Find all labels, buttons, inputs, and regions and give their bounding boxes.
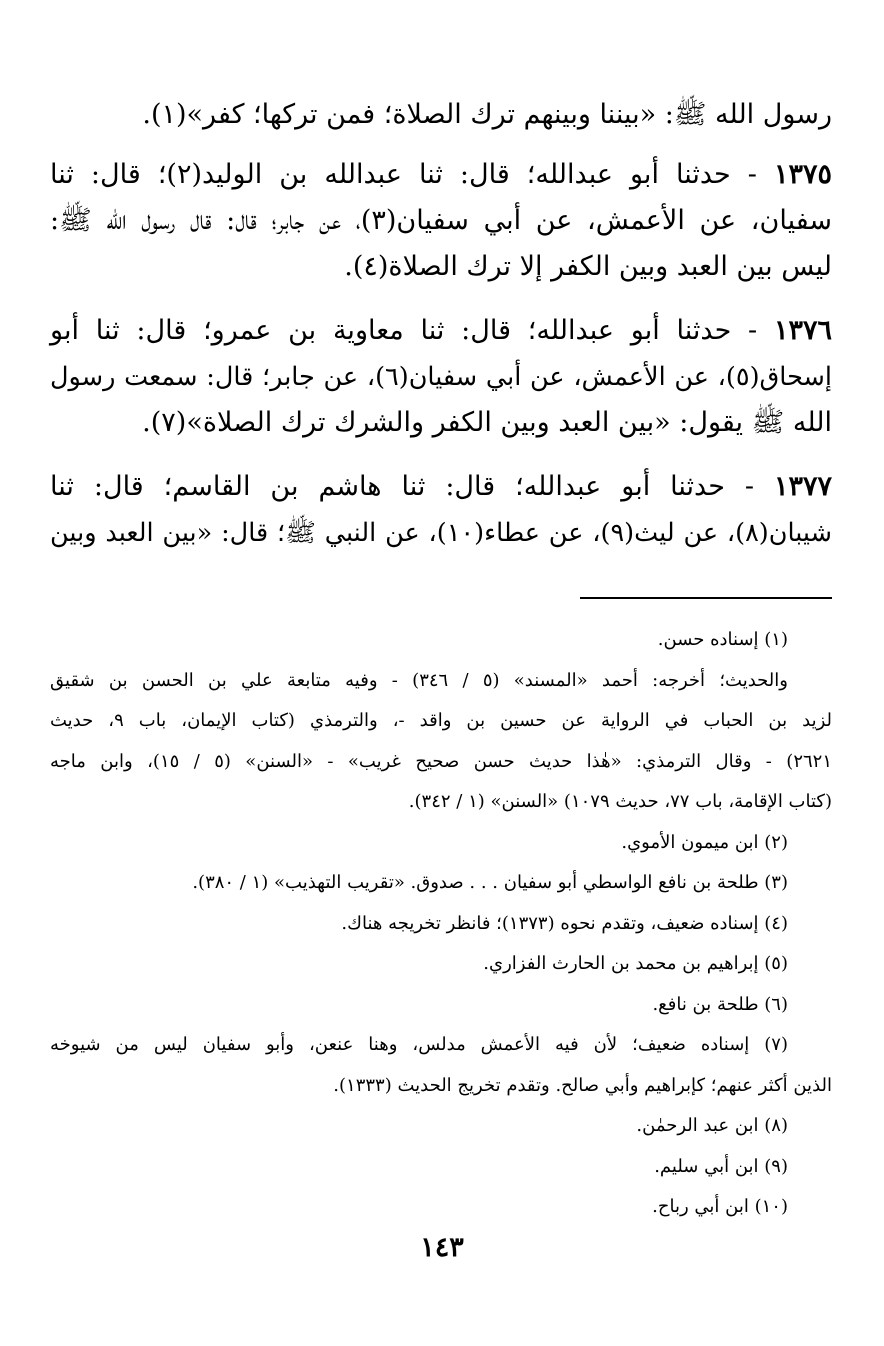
footnotes xyxy=(50,620,832,1228)
footnote-1-detail-1: والحديث؛ أخرجه: أحمد «المسند» (٥ / ٣٤٦) - وفيه متابعة علي بن الحسن بن شقيق xyxy=(50,669,788,691)
footnote-3: (٣) طلحة بن نافع الواسطي أبو سفيان . . . صدوق. «تقريب التهذيب» (١ / ٣٨٠). xyxy=(192,872,788,893)
hadith-text: - حدثنا أبو عبدالله؛ قال: ثنا عبدالله بن الوليد(٢)؛ قال: ثنا xyxy=(50,159,757,190)
hadith-1377 xyxy=(50,464,832,556)
footnote-10: (١٠) ابن أبي رباح. xyxy=(652,1196,788,1217)
hadith-1376-line-1 xyxy=(50,308,832,354)
hadith-1376 xyxy=(50,308,832,446)
footnote-8: (٨) ابن عبد الرحمٰن. xyxy=(636,1115,788,1136)
footnote-2: (٢) ابن ميمون الأموي. xyxy=(621,831,788,853)
footnote-1-detail-4: (كتاب الإقامة، باب ٧٧، حديث ١٠٧٩) «السنن» (١ / ٣٤٢). xyxy=(408,791,832,812)
hadith-text: - حدثنا أبو عبدالله؛ قال: ثنا معاوية بن عمرو؛ قال: ثنا أبو xyxy=(50,315,758,346)
footnote-7-line-2: الذين أكثر عنهم؛ كإبراهيم وأبي صالح. وتقدم تخريج الحديث (١٣٣٣). xyxy=(333,1074,832,1096)
hadith-number: ١٣٧٦ xyxy=(773,315,832,346)
footnote-1-detail-2: لزيد بن الحباب في الرواية عن حسين بن واقد -، والترمذي (كتاب الإيمان، باب ٩، حديث xyxy=(50,710,833,731)
footnote-4: (٤) إسناده ضعيف، وتقدم نحوه (١٣٧٣)؛ فانظر تخريجه هناك. xyxy=(341,912,788,934)
hadith-1375 xyxy=(50,152,832,290)
hadith-1377-line-1 xyxy=(50,464,832,510)
hadith-1375-line-2: سفيان، عن الأعمش، عن أبي سفيان(٣)، عن جابر؛ قال: قال رسول الله ﷺ: xyxy=(50,205,832,236)
hadith-1376-line-2: إسحاق(٥)، عن الأعمش، عن أبي سفيان(٦)، عن جابر؛ قال: سمعت رسول xyxy=(50,362,832,392)
footnote-5: (٥) إبراهيم بن محمد بن الحارث الفزاري. xyxy=(483,953,788,974)
hadith-1375-line-1 xyxy=(50,152,832,198)
footnote-1: (١) إسناده حسن. xyxy=(657,629,788,650)
main-text xyxy=(50,92,832,574)
footnote-1-detail-3: ٢٦٢١) - وقال الترمذي: «هٰذا حديث حسن صحيح غريب» - «السنن» (٥ / ١٥)، وابن ماجه xyxy=(50,750,832,772)
footnote-7-line-1: (٧) إسناده ضعيف؛ لأن فيه الأعمش مدلس، وهنا عنعن، وأبو سفيان ليس من شيوخه xyxy=(50,1034,788,1055)
page-number: ١٤٣ xyxy=(420,1232,464,1263)
intro-line: رسول الله ﷺ: «بيننا وبينهم ترك الصلاة؛ فمن تركها؛ كفر»(١). xyxy=(142,99,832,130)
footnote-9: (٩) ابن أبي سليم. xyxy=(654,1155,788,1177)
intro-paragraph xyxy=(50,92,832,138)
hadith-1375-line-3: ليس بين العبد وبين الكفر إلا ترك الصلاة(٤). xyxy=(344,251,832,282)
hadith-number: ١٣٧٧ xyxy=(773,471,832,502)
hadith-1377-line-2: شيبان(٨)، عن ليث(٩)، عن عطاء(١٠)، عن النبي ﷺ؛ قال: «بين العبد وبين xyxy=(50,518,832,548)
hadith-text: - حدثنا أبو عبدالله؛ قال: ثنا هاشم بن القاسم؛ قال: ثنا xyxy=(50,471,755,502)
footnote-separator xyxy=(580,597,832,599)
footnote-6: (٦) طلحة بن نافع. xyxy=(652,993,788,1015)
hadith-number: ١٣٧٥ xyxy=(773,159,832,190)
hadith-1376-line-3: الله ﷺ يقول: «بين العبد وبين الكفر والشرك ترك الصلاة»(٧). xyxy=(142,407,832,438)
